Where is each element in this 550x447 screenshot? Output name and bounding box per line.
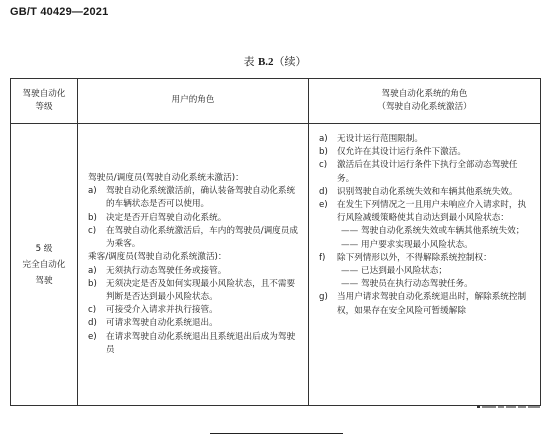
list-item-marker: a) [319, 134, 328, 144]
em-dash-bullet: —— [341, 239, 359, 250]
sub-item [319, 239, 534, 252]
header-user-role-label: 用户的角色 [171, 95, 215, 106]
list-item-text: 无须执行动态驾驶任务或接管。 [106, 265, 227, 276]
level-line-1: 5 级 [35, 243, 53, 254]
list-item-marker: c) [88, 305, 97, 316]
list-item-text: 在驾驶自动化系统激活后，车内的驾驶员/调度员成为乘客。 [106, 225, 298, 250]
user-role-list [88, 172, 300, 357]
sub-item-text: 驾驶自动化系统失效或车辆其他系统失效； [361, 226, 525, 237]
list-item [319, 159, 534, 185]
list-item-marker: e) [88, 331, 97, 342]
list-item-text: 除下列情形以外，不得解除系统控制权： [337, 252, 492, 263]
header-system-role [309, 79, 541, 124]
list-item-marker: g) [319, 292, 328, 303]
header-user-role [78, 79, 309, 124]
header-level [11, 79, 78, 124]
system-role-cell [309, 124, 541, 406]
list-item [88, 331, 300, 357]
header-system-role-line-2: （驾驶自动化系统激活） [377, 102, 472, 112]
level-line-2: 完全自动化 [22, 259, 66, 270]
sub-item-text: 用户要求实现最小风险状态。 [361, 239, 473, 250]
table-caption [0, 53, 550, 69]
level-cell [11, 124, 78, 406]
table-caption-id: B.2 [257, 56, 274, 68]
list-item-text: 可接受介入请求并执行接管。 [106, 305, 218, 316]
table-caption-prefix: 表 [243, 55, 255, 68]
standard-number: GB/T 40429—2021 [10, 6, 109, 18]
list-item [88, 185, 300, 211]
list-heading: 乘客/调度员(驾驶自动化系统激活)： [88, 252, 227, 263]
list-item [319, 186, 534, 199]
list-item-marker: d) [319, 186, 328, 197]
list-item-text: 激活后在其设计运行条件下执行全部动态驾驶任务。 [337, 160, 518, 184]
list-item-text: 可请求驾驶自动化系统退出。 [106, 318, 218, 329]
list-item [88, 278, 300, 304]
list-item-text: 当用户请求驾驶自动化系统退出时，解除系统控制权，如果存在安全风险可暂缓解除 [337, 292, 527, 316]
automation-role-table [10, 78, 541, 406]
list-item-marker: a) [88, 186, 97, 197]
list-item-text: 在请求驾驶自动化系统退出且系统退出后成为驾驶员 [106, 331, 296, 355]
list-item [88, 265, 300, 278]
sub-item [319, 265, 534, 278]
sub-item [319, 225, 534, 238]
list-item-marker: f) [319, 252, 326, 263]
list-item [88, 304, 300, 317]
list-item [319, 199, 534, 225]
em-dash-bullet: —— [341, 226, 359, 237]
table-header-row [11, 79, 541, 124]
list-item-text: 驾驶自动化系统激活前，确认装备驾驶自动化系统的车辆状态是否可以使用。 [106, 186, 296, 210]
list-heading: 驾驶员/调度员(驾驶自动化系统未激活)： [88, 173, 244, 184]
list-item-marker: e) [319, 200, 328, 211]
list-item [319, 252, 534, 265]
sub-item [319, 278, 534, 291]
list-item-text: 决定是否开启驾驶自动化系统。 [106, 212, 227, 223]
list-item [319, 133, 534, 146]
header-level-line-1: 驾驶自动化 [22, 88, 66, 99]
list-item-marker: c) [88, 225, 97, 236]
list-item-text: 无设计运行范围限制。 [337, 134, 423, 144]
list-item-marker: b) [319, 147, 328, 158]
em-dash-bullet: —— [341, 279, 359, 290]
page-footer-rule [210, 433, 343, 434]
table-row [11, 124, 541, 406]
list-item [319, 291, 534, 317]
list-item-marker: c) [319, 160, 328, 171]
list-item-marker: a) [88, 265, 97, 276]
header-system-role-line-1: 驾驶自动化系统的角色 [381, 88, 468, 99]
list-item-marker: b) [88, 278, 97, 289]
header-level-line-2: 等级 [35, 102, 53, 112]
list-item-text: 识别驾驶自动化系统失效和车辆其他系统失效。 [337, 186, 518, 197]
list-item-text: 无须决定是否及如何实现最小风险状态，且不需要判断是否达到最小风险状态。 [106, 278, 296, 302]
level-line-3: 驾驶 [35, 275, 53, 286]
list-item-marker: b) [88, 212, 97, 223]
user-role-cell [78, 124, 309, 406]
list-item [319, 146, 534, 159]
list-item-text: 在发生下列情况之一且用户未响应介入请求时，执行风险减缓策略使其自动达到最小风险状态： [337, 200, 527, 224]
em-dash-bullet: —— [341, 266, 359, 277]
list-item [88, 317, 300, 330]
table-caption-suffix: （续） [273, 55, 307, 68]
list-item-marker: d) [88, 318, 97, 329]
list-item [88, 212, 300, 225]
watermark [458, 399, 540, 415]
list-item [88, 225, 300, 251]
sub-item-text: 已达到最小风险状态； [361, 266, 447, 277]
list-item-text: 仅允许在其设计运行条件下激活。 [337, 147, 466, 158]
sub-item-text: 驾驶员在执行动态驾驶任务。 [361, 279, 473, 290]
system-role-list [319, 133, 534, 318]
